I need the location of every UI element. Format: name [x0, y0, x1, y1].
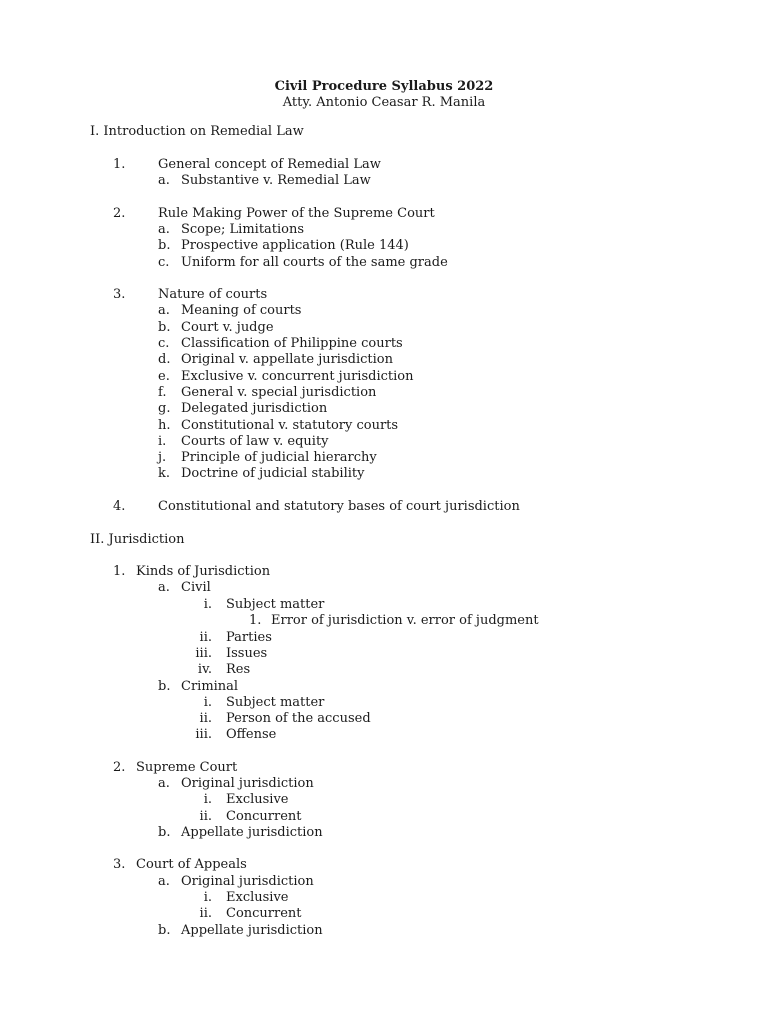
list-roman: ii. — [199, 630, 212, 645]
list-roman: i. — [203, 597, 212, 612]
list-number: 3. — [113, 857, 126, 872]
list-roman: i. — [203, 695, 212, 710]
list-item: General concept of Remedial Law — [158, 157, 381, 172]
list-letter: k. — [158, 466, 171, 481]
list-subitem: Prospective application (Rule 144) — [181, 238, 409, 253]
list-subitem: Meaning of courts — [181, 303, 302, 318]
list-letter: e. — [158, 369, 170, 384]
list-letter: i. — [158, 434, 167, 449]
list-letter: a. — [158, 173, 170, 188]
list-subsubitem: Person of the accused — [226, 711, 371, 726]
list-letter: a. — [158, 776, 170, 791]
list-number: 1. — [113, 157, 126, 172]
list-subsubsubitem: Error of jurisdiction v. error of judgment — [271, 613, 539, 628]
list-roman: ii. — [199, 906, 212, 921]
list-letter: f. — [158, 385, 167, 400]
list-letter: a. — [158, 222, 170, 237]
list-item: Supreme Court — [136, 760, 238, 775]
list-subsubitem: Offense — [226, 727, 277, 742]
list-letter: c. — [158, 336, 170, 351]
list-subsubitem: Concurrent — [226, 906, 302, 921]
list-letter: g. — [158, 401, 171, 416]
list-number: 3. — [113, 287, 126, 302]
list-roman: ii. — [199, 711, 212, 726]
list-letter: j. — [158, 450, 167, 465]
list-letter: a. — [158, 303, 170, 318]
list-roman: iii. — [195, 727, 212, 742]
list-subitem: Doctrine of judicial stability — [181, 466, 365, 481]
list-number: 4. — [113, 499, 126, 514]
list-subitem: Courts of law v. equity — [181, 434, 329, 449]
list-subitem: Constitutional v. statutory courts — [181, 418, 399, 433]
list-roman: i. — [203, 890, 212, 905]
list-subitem: Delegated jurisdiction — [181, 401, 328, 416]
list-letter: c. — [158, 255, 170, 270]
list-number: 1. — [249, 613, 262, 628]
list-subitem: Scope; Limitations — [181, 222, 305, 237]
list-subitem: Uniform for all courts of the same grade — [181, 255, 448, 270]
list-letter: a. — [158, 874, 170, 889]
list-roman: iii. — [195, 646, 212, 661]
list-letter: b. — [158, 825, 171, 840]
list-subsubitem: Res — [226, 662, 251, 677]
list-subitem: Principle of judicial hierarchy — [181, 450, 377, 465]
document-title: Civil Procedure Syllabus 2022 — [274, 79, 494, 94]
list-roman: i. — [203, 792, 212, 807]
list-subsubitem: Concurrent — [226, 809, 302, 824]
list-letter: b. — [158, 923, 171, 938]
list-subitem: Classification of Philippine courts — [181, 336, 403, 351]
list-subitem: Civil — [181, 580, 211, 595]
list-roman: iv. — [197, 662, 212, 677]
list-letter: b. — [158, 320, 171, 335]
list-subsubitem: Parties — [226, 630, 272, 645]
list-letter: a. — [158, 580, 170, 595]
list-subsubitem: Subject matter — [226, 695, 325, 710]
list-subitem: Original jurisdiction — [181, 776, 314, 791]
document-author: Atty. Antonio Ceasar R. Manila — [282, 95, 486, 110]
list-subsubitem: Issues — [226, 646, 268, 661]
list-item: Kinds of Jurisdiction — [136, 564, 271, 579]
list-letter: h. — [158, 418, 171, 433]
list-subitem: Appellate jurisdiction — [181, 923, 323, 938]
list-item: Rule Making Power of the Supreme Court — [158, 206, 435, 221]
list-subitem: Exclusive v. concurrent jurisdiction — [181, 369, 414, 384]
list-number: 2. — [113, 206, 126, 221]
list-item: Nature of courts — [158, 287, 268, 302]
list-subitem: Original jurisdiction — [181, 874, 314, 889]
list-subitem: Original v. appellate jurisdiction — [181, 352, 393, 367]
list-number: 2. — [113, 760, 126, 775]
section-heading-jurisdiction: II. Jurisdiction — [90, 532, 185, 547]
list-letter: b. — [158, 679, 171, 694]
list-letter: b. — [158, 238, 171, 253]
section-heading-introduction: I. Introduction on Remedial Law — [90, 124, 304, 139]
list-subitem: Appellate jurisdiction — [181, 825, 323, 840]
list-subitem: Court v. judge — [181, 320, 274, 335]
list-subitem: Substantive v. Remedial Law — [181, 173, 371, 188]
list-subsubitem: Exclusive — [226, 792, 289, 807]
list-item: Court of Appeals — [136, 857, 247, 872]
list-subsubitem: Subject matter — [226, 597, 325, 612]
list-letter: d. — [158, 352, 171, 367]
list-number: 1. — [113, 564, 126, 579]
list-roman: ii. — [199, 809, 212, 824]
list-subitem: Criminal — [181, 679, 239, 694]
list-item: Constitutional and statutory bases of court jurisdiction — [158, 499, 520, 514]
list-subsubitem: Exclusive — [226, 890, 289, 905]
list-subitem: General v. special jurisdiction — [181, 385, 377, 400]
